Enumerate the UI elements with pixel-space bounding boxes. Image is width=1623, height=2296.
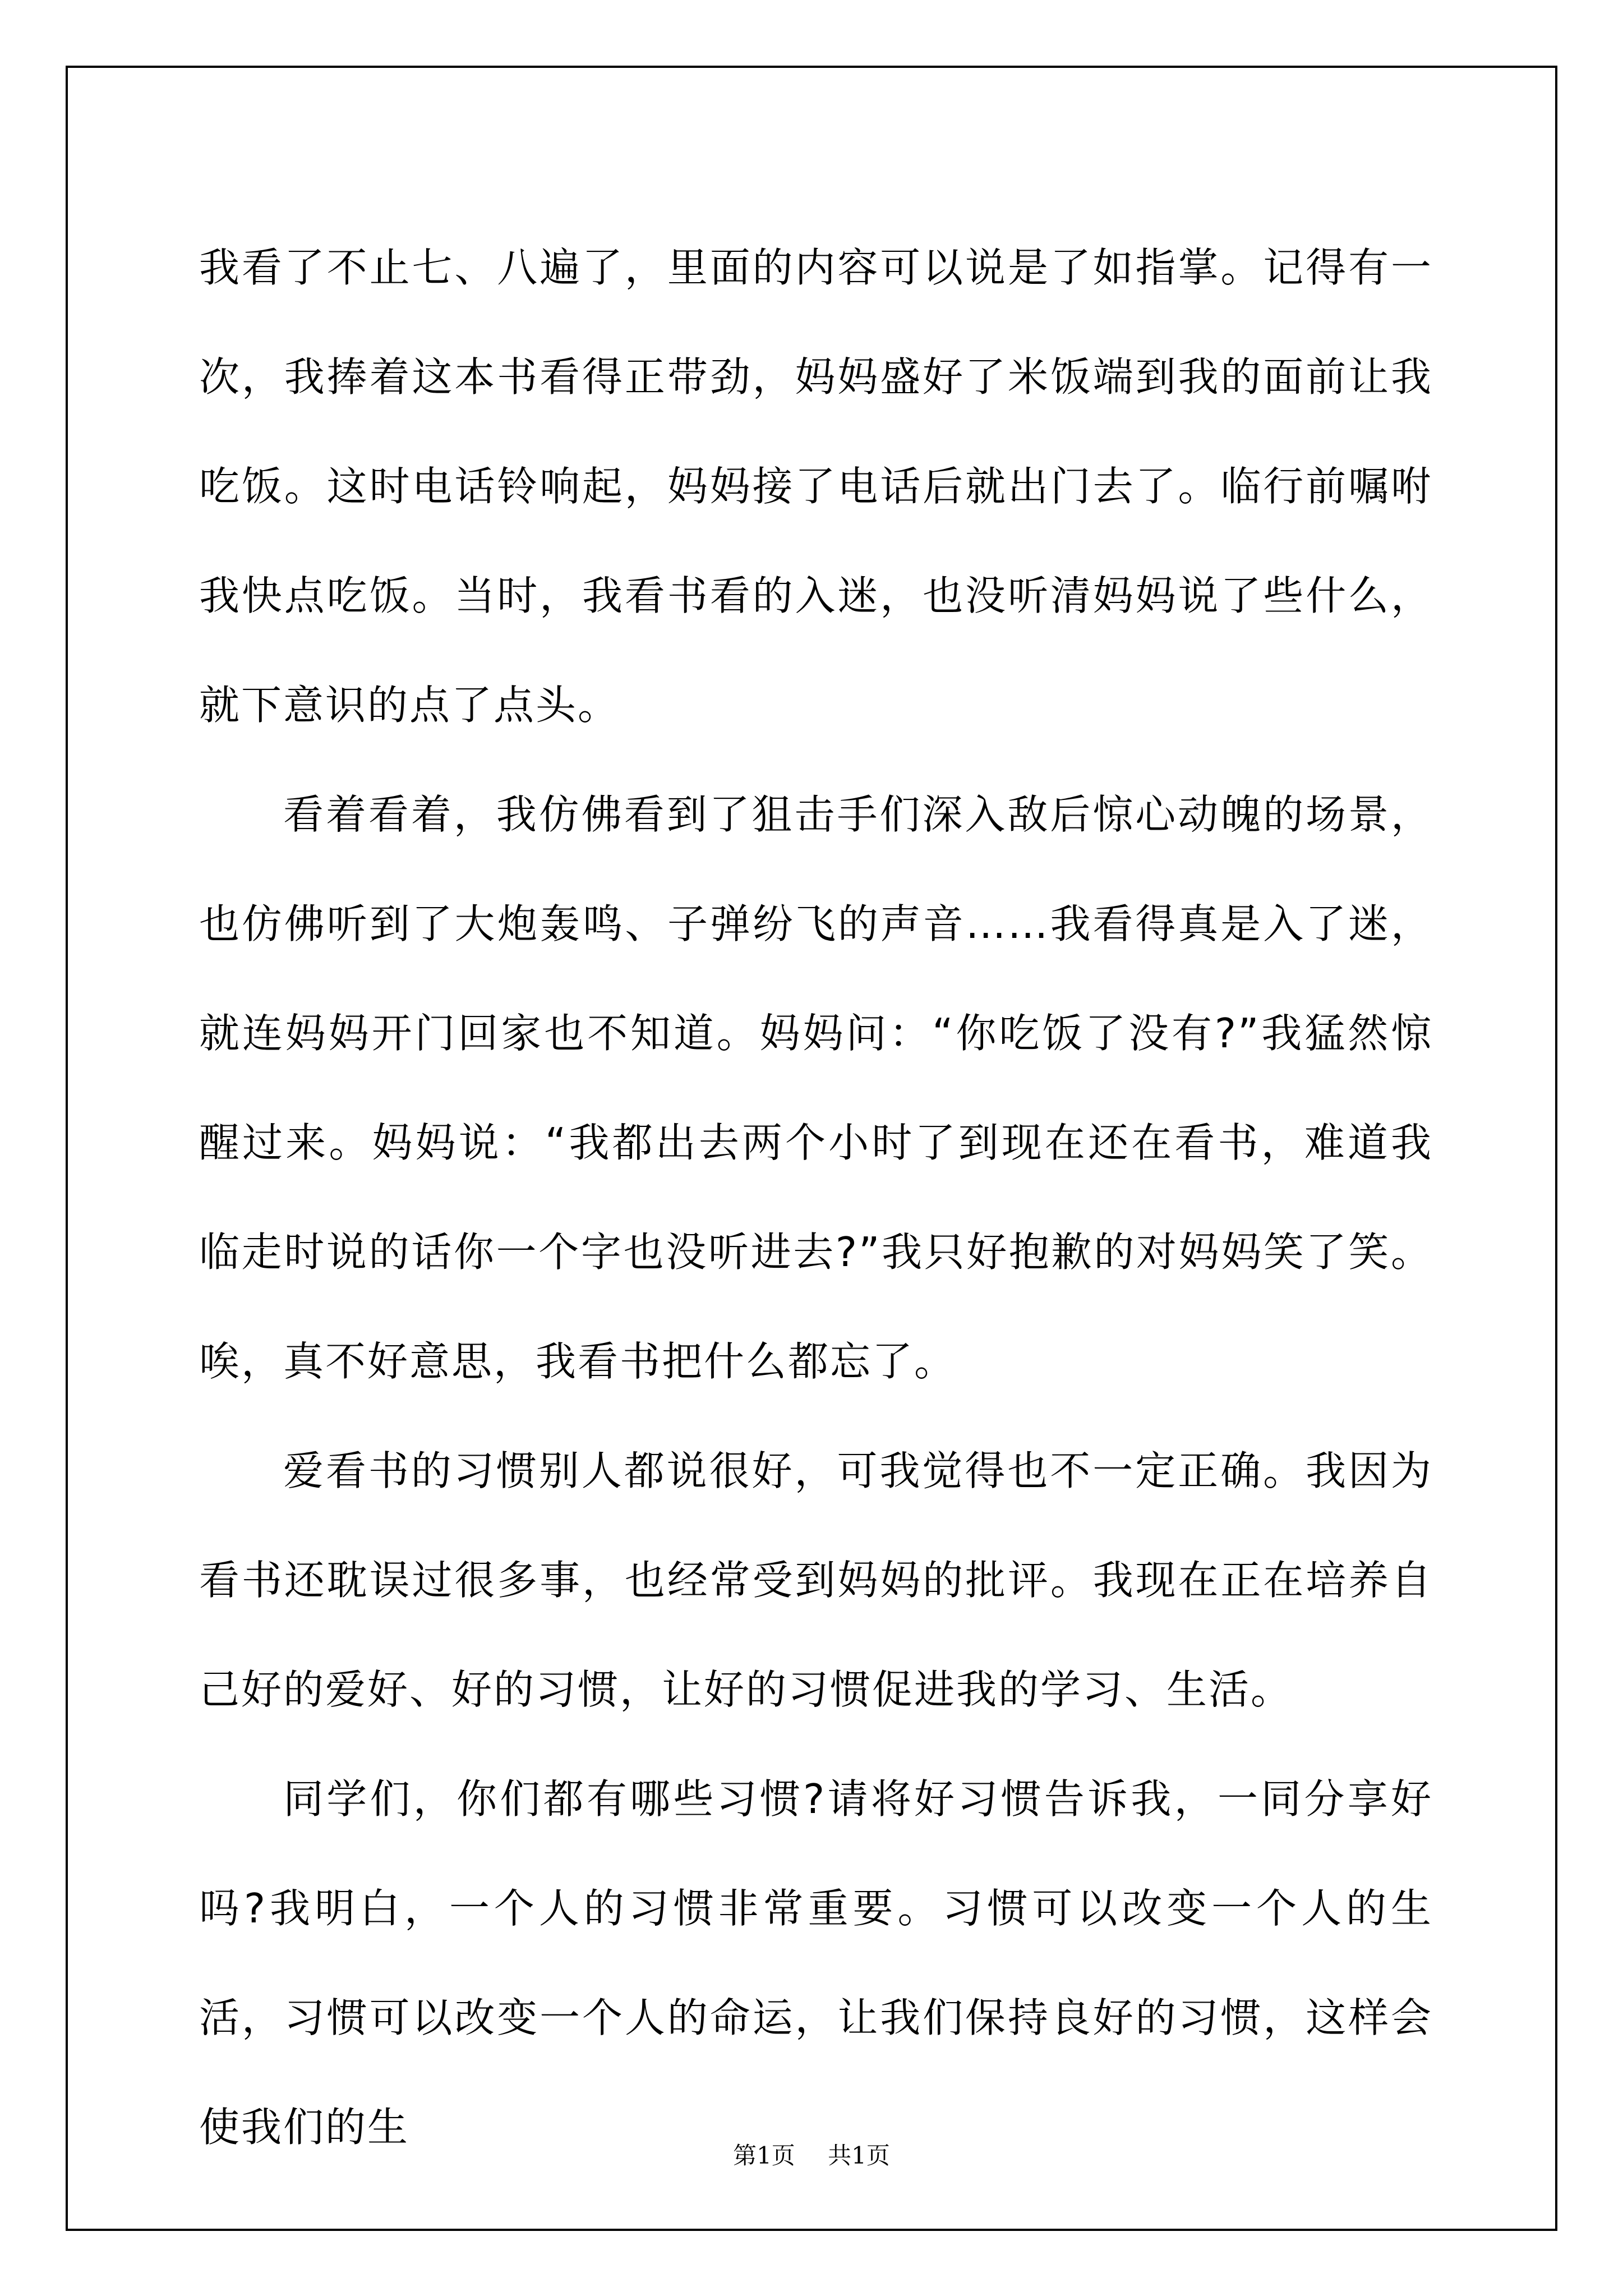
paragraph-1: 我看了不止七、八遍了，里面的内容可以说是了如指掌。记得有一次，我捧着这本书看得正带劲，妈妈盛好了米饭端到我的面前让我吃饭。这时电话铃响起，妈妈接了电话后就出门去了。临行前嘱咐我快点吃饭。当时，我看书看的入迷，也没听清妈妈说了些什么，就下意识的点了点头。 — [199, 244, 1433, 729]
paragraph-4: 同学们，你们都有哪些习惯?请将好习惯告诉我，一同分享好吗?我明白，一个人的习惯非常重要。习惯可以改变一个人的生活，习惯可以改变一个人的命运，让我们保持良好的习惯，这样会使我们的生 — [199, 1775, 1433, 2151]
document-body — [199, 213, 1433, 2182]
paragraph-3: 爱看书的习惯别人都说很好，可我觉得也不一定正确。我因为看书还耽误过很多事，也经常受到妈妈的批评。我现在正在培养自己好的爱好、好的习惯，让好的习惯促进我的学习、生活。 — [199, 1447, 1433, 1713]
page-number-total: 共1页 — [828, 2142, 890, 2169]
page-footer — [0, 2137, 1623, 2171]
page-number-current: 第1页 — [733, 2142, 795, 2169]
paragraph-2: 看着看着，我仿佛看到了狙击手们深入敌后惊心动魄的场景，也仿佛听到了大炮轰鸣、子弹纷飞的声音……我看得真是入了迷，就连妈妈开门回家也不知道。妈妈问：“你吃饭了没有?”我猛然惊醒过来。妈妈说：“我都出去两个小时了到现在还在看书，难道我临走时说的话你一个字也没听进去?”我只好抱歉的对妈妈笑了笑。唉，真不好意思，我看书把什么都忘了。 — [199, 791, 1433, 1385]
